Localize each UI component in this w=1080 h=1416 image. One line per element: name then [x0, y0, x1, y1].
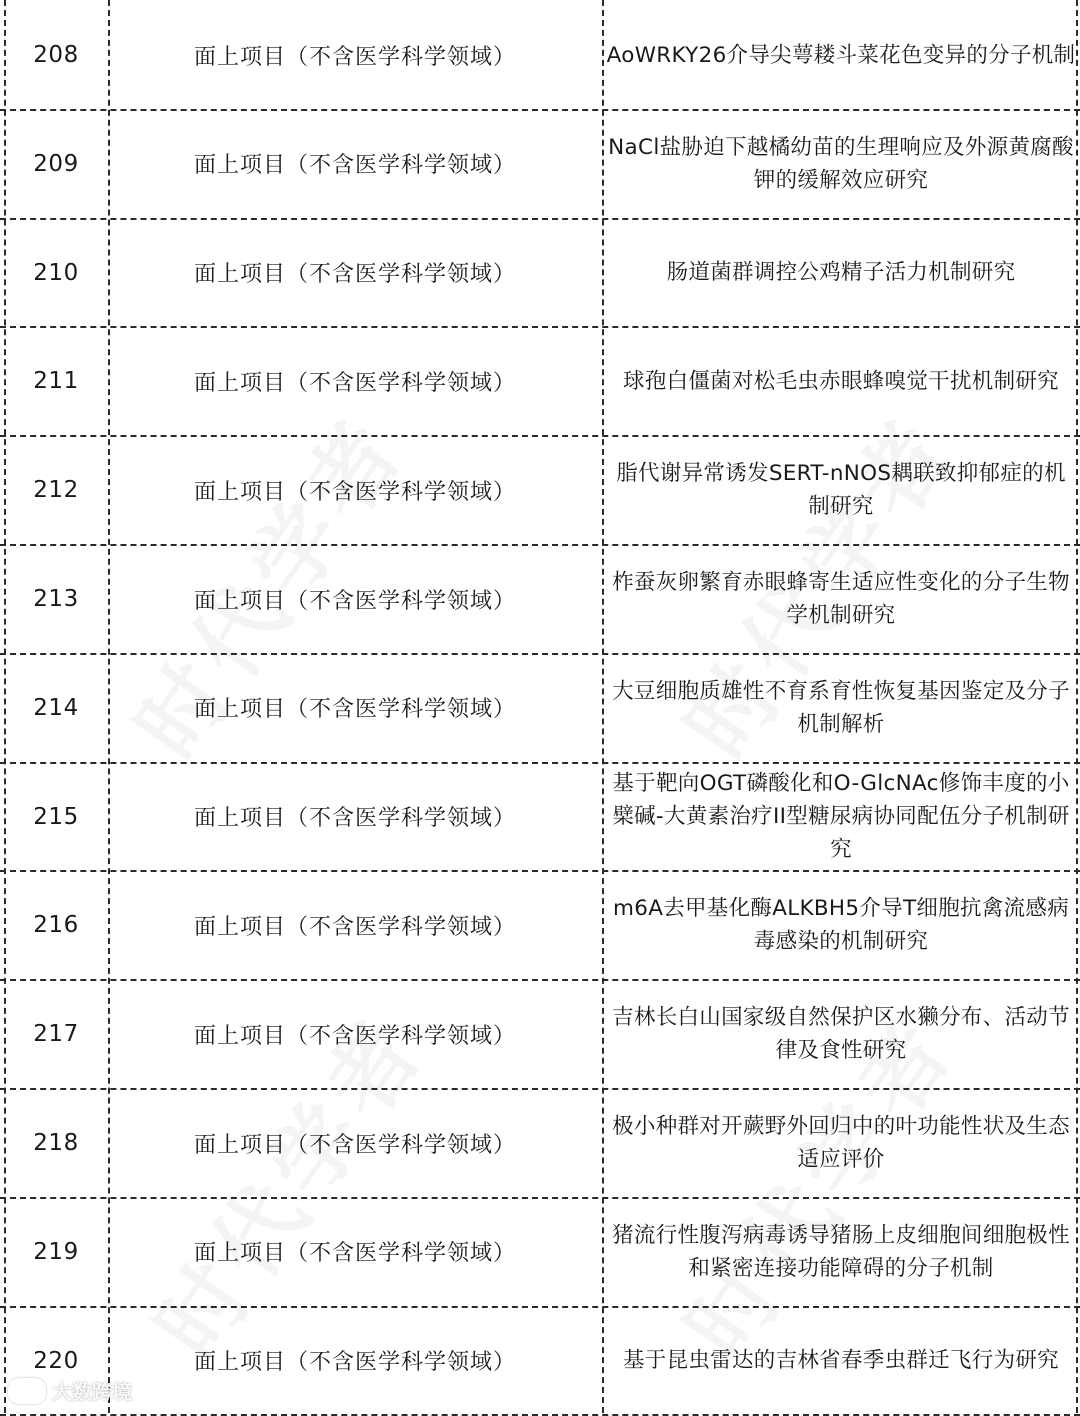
row-number: 216	[33, 912, 79, 939]
row-number: 209	[33, 150, 79, 177]
table-row	[0, 220, 1080, 329]
project-title: 大豆细胞质雄性不育系育性恢复基因鉴定及分子机制解析	[612, 678, 1070, 737]
project-title: 猪流行性腹泻病毒诱导猪肠上皮细胞间细胞极性和紧密连接功能障碍的分子机制	[612, 1222, 1070, 1281]
project-category: 面上项目（不含医学科学领域）	[193, 1350, 516, 1376]
project-category: 面上项目（不含医学科学领域）	[193, 1023, 516, 1049]
table-row	[0, 981, 1080, 1090]
project-category: 面上项目（不含医学科学领域）	[193, 588, 516, 614]
table-row	[0, 872, 1080, 981]
table-row	[0, 546, 1080, 655]
table-row	[0, 764, 1080, 873]
project-category: 面上项目（不含医学科学领域）	[193, 914, 516, 940]
project-category: 面上项目（不含医学科学领域）	[193, 44, 516, 70]
table-row	[0, 328, 1080, 437]
project-title: AoWRKY26介导尖萼耧斗菜花色变异的分子机制	[606, 42, 1076, 68]
row-number: 214	[33, 694, 79, 721]
table-row	[0, 437, 1080, 546]
row-number: 212	[33, 477, 79, 504]
table-row	[0, 655, 1080, 764]
project-category: 面上项目（不含医学科学领域）	[193, 697, 516, 723]
row-number: 213	[33, 586, 79, 612]
corner-logo-text: 大数跨境	[52, 1380, 132, 1404]
table-row	[0, 1308, 1080, 1416]
row-number: 217	[33, 1021, 79, 1048]
corner-logo	[8, 1376, 132, 1405]
project-title: 脂代谢异常诱发SERT-nNOS耦联致抑郁症的机制研究	[616, 461, 1066, 520]
project-title: 基于靶向OGT磷酸化和O-GlcNAc修饰丰度的小檗碱-大黄素治疗II型糖尿病协同配伍分子机制研究	[612, 771, 1070, 863]
table-row	[0, 1090, 1080, 1199]
logo-icon	[8, 1378, 46, 1404]
table-row	[0, 2, 1080, 111]
project-title: 肠道菌群调控公鸡精子活力机制研究	[666, 260, 1016, 286]
row-number: 219	[33, 1238, 79, 1265]
table-row	[0, 111, 1080, 220]
project-title: 极小种群对开蕨野外回归中的叶功能性状及生态适应评价	[612, 1114, 1070, 1172]
project-title: NaCl盐胁迫下越橘幼苗的生理响应及外源黄腐酸钾的缓解效应研究	[608, 134, 1074, 193]
project-category: 面上项目（不含医学科学领域）	[193, 370, 516, 396]
row-number: 210	[33, 259, 79, 286]
project-title: 柞蚕灰卵繁育赤眼蜂寄生适应性变化的分子生物学机制研究	[612, 570, 1070, 628]
project-title: 球孢白僵菌对松毛虫赤眼蜂嗅觉干扰机制研究	[622, 368, 1059, 394]
project-category: 面上项目（不含医学科学领域）	[193, 479, 516, 505]
table-row	[0, 1199, 1080, 1308]
project-title: 吉林长白山国家级自然保护区水獭分布、活动节律及食性研究	[612, 1005, 1070, 1064]
project-category: 面上项目（不含医学科学领域）	[193, 1241, 516, 1267]
project-category: 面上项目（不含医学科学领域）	[193, 806, 516, 832]
row-number: 220	[33, 1347, 79, 1374]
project-category: 面上项目（不含医学科学领域）	[193, 153, 516, 179]
project-title: 基于昆虫雷达的吉林省春季虫群迁飞行为研究	[622, 1348, 1059, 1374]
row-number: 215	[33, 803, 79, 830]
project-category: 面上项目（不含医学科学领域）	[193, 262, 516, 288]
row-number: 208	[33, 42, 79, 68]
project-title: m6A去甲基化酶ALKBH5介导T细胞抗禽流感病毒感染的机制研究	[612, 896, 1070, 955]
row-number: 211	[33, 368, 79, 395]
project-category: 面上项目（不含医学科学领域）	[193, 1132, 516, 1158]
row-number: 218	[33, 1130, 79, 1156]
